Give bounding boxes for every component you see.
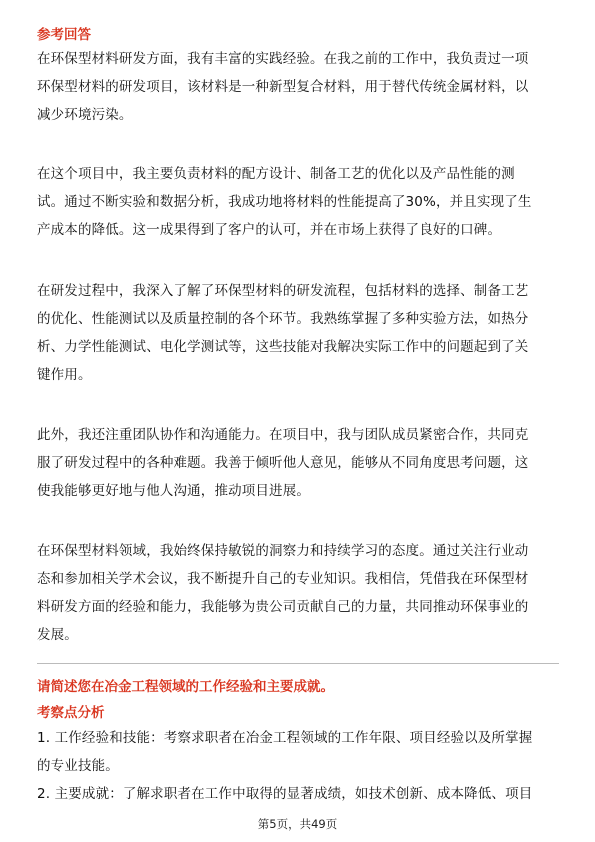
paragraph-5: [37, 537, 565, 649]
answer-heading: 参考回答: [37, 27, 91, 43]
analysis-paragraph: [37, 724, 565, 808]
paragraph-line: 使我能够更好地与他人沟通，推动项目进展。: [37, 483, 310, 499]
question-heading: 请简述您在冶金工程领域的工作经验和主要成就。: [37, 679, 334, 695]
paragraph-line: 在研发过程中，我深入了解了环保型材料的研发流程，包括材料的选择、制备工艺: [37, 283, 529, 299]
paragraph-line: 环保型材料的研发项目，该材料是一种新型复合材料，用于替代传统金属材料，以: [37, 79, 529, 95]
paragraph-line: 产成本的降低。这一成果得到了客户的认可，并在市场上获得了良好的口碑。: [37, 222, 502, 238]
paragraph-line: 的专业技能。: [37, 758, 119, 774]
paragraph-line: 2. 主要成就：了解求职者在工作中取得的显著成绩，如技术创新、成本降低、项目: [37, 786, 533, 802]
paragraph-line: 试。通过不断实验和数据分析，我成功地将材料的性能提高了30%，并且实现了生: [37, 194, 532, 210]
section-divider: [37, 663, 559, 664]
paragraph-line: 此外，我还注重团队协作和沟通能力。在项目中，我与团队成员紧密合作，共同克: [37, 427, 529, 443]
paragraph-line: 键作用。: [37, 367, 92, 383]
paragraph-2: [37, 160, 565, 244]
paragraph-line: 在环保型材料领域，我始终保持敏锐的洞察力和持续学习的态度。通过关注行业动: [37, 543, 529, 559]
analysis-heading: 考察点分析: [37, 705, 105, 721]
paragraph-line: 减少环境污染。: [37, 107, 133, 123]
paragraph-line: 在这个项目中，我主要负责材料的配方设计、制备工艺的优化以及产品性能的测: [37, 166, 515, 182]
paragraph-line: 在环保型材料研发方面，我有丰富的实践经验。在我之前的工作中，我负责过一项: [37, 51, 529, 67]
paragraph-line: 的优化、性能测试以及质量控制的各个环节。我熟练掌握了多种实验方法，如热分: [37, 311, 529, 327]
paragraph-line: 服了研发过程中的各种难题。我善于倾听他人意见，能够从不同角度思考问题，这: [37, 455, 529, 471]
paragraph-line: 析、力学性能测试、电化学测试等，这些技能对我解决实际工作中的问题起到了关: [37, 339, 529, 355]
paragraph-line: 发展。: [37, 627, 78, 643]
paragraph-3: [37, 277, 565, 389]
page-number: 第5页，共49页: [257, 817, 338, 831]
paragraph-line: 料研发方面的经验和能力，我能够为贵公司贡献自己的力量，共同推动环保事业的: [37, 599, 529, 615]
paragraph-1: [37, 45, 565, 129]
paragraph-4: [37, 421, 565, 505]
paragraph-line: 态和参加相关学术会议，我不断提升自己的专业知识。我相信，凭借我在环保型材: [37, 571, 529, 587]
paragraph-line: 1. 工作经验和技能：考察求职者在冶金工程领域的工作年限、项目经验以及所掌握: [37, 730, 533, 746]
